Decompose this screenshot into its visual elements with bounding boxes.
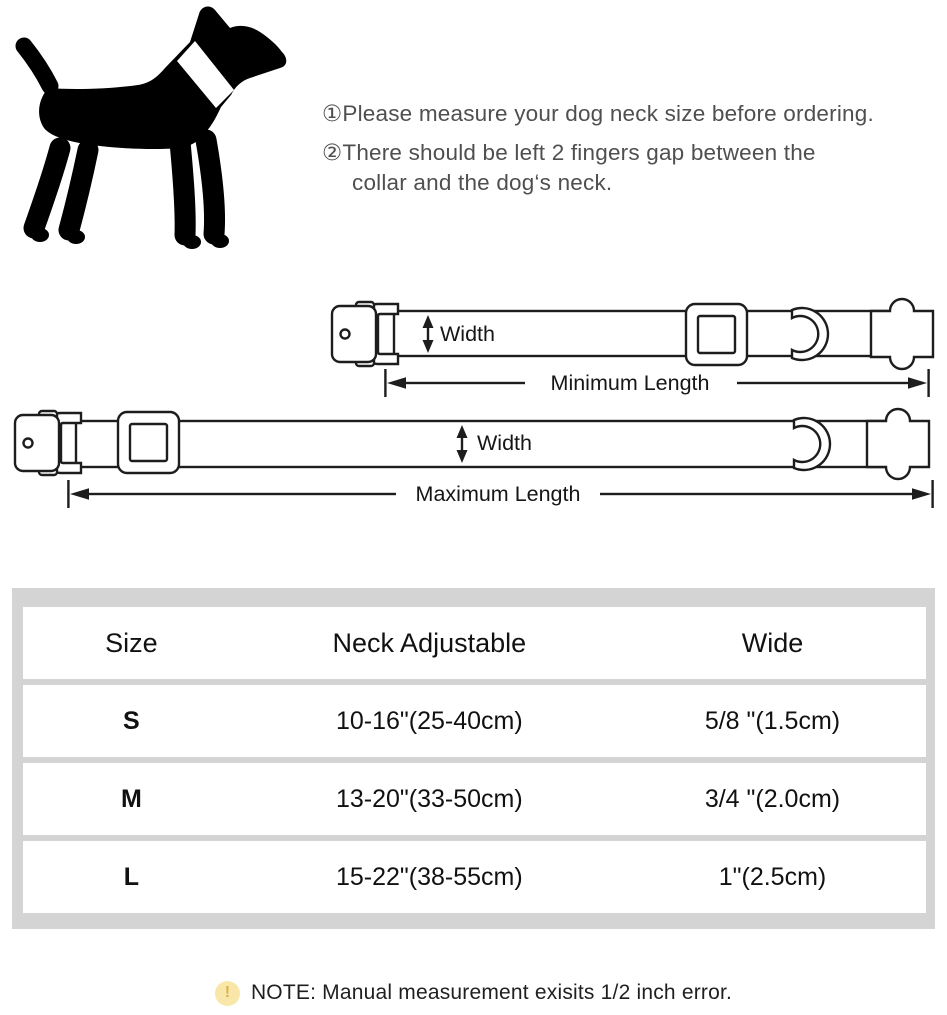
buckle-icon [15, 411, 59, 475]
column-header-size: Size [105, 627, 158, 658]
table-header-row [23, 607, 926, 679]
size-value: S [123, 706, 140, 735]
instruction-item-1: ①Please measure your dog neck size before ordering. [322, 101, 874, 126]
width-label-bottom: Width [477, 431, 532, 455]
slider-icon [686, 304, 747, 365]
size-chart-table [12, 588, 935, 929]
table-row-l [23, 841, 926, 913]
table-row-m [23, 763, 926, 835]
wide-value: 3/4 "(2.0cm) [704, 784, 841, 813]
clasp-icon [867, 409, 929, 479]
slider-icon [118, 412, 179, 473]
dog-tail [24, 46, 50, 86]
clasp-icon [871, 299, 933, 369]
dog-silhouette-illustration [8, 4, 300, 256]
note-text: NOTE: Manual measurement exisits 1/2 inch error. [250, 981, 733, 1004]
instruction-item-2-continued: collar and the dog‘s neck. [352, 170, 613, 195]
measuring-instructions [322, 99, 944, 198]
column-header-neck-adjustable: Neck Adjustable [332, 627, 527, 658]
width-label-top: Width [440, 322, 495, 346]
neck-adjustable-value: 10-16"(25-40cm) [335, 706, 523, 735]
wide-value: 1"(2.5cm) [718, 862, 827, 891]
size-value: M [120, 784, 142, 813]
dog-body [39, 7, 286, 150]
warning-icon: ! [215, 981, 240, 1006]
table-row-s [23, 685, 926, 757]
column-header-wide: Wide [741, 627, 804, 658]
maximum-length-label: Maximum Length [415, 482, 581, 506]
buckle-icon [332, 302, 376, 366]
neck-adjustable-value: 13-20"(33-50cm) [335, 784, 523, 813]
wide-value: 5/8 "(1.5cm) [704, 706, 841, 735]
neck-adjustable-value: 15-22"(38-55cm) [335, 862, 523, 891]
note [0, 978, 947, 1008]
instruction-item-2: ②There should be left 2 fingers gap between the [322, 140, 816, 165]
minimum-length-label: Minimum Length [550, 371, 710, 395]
size-value: L [123, 862, 139, 891]
